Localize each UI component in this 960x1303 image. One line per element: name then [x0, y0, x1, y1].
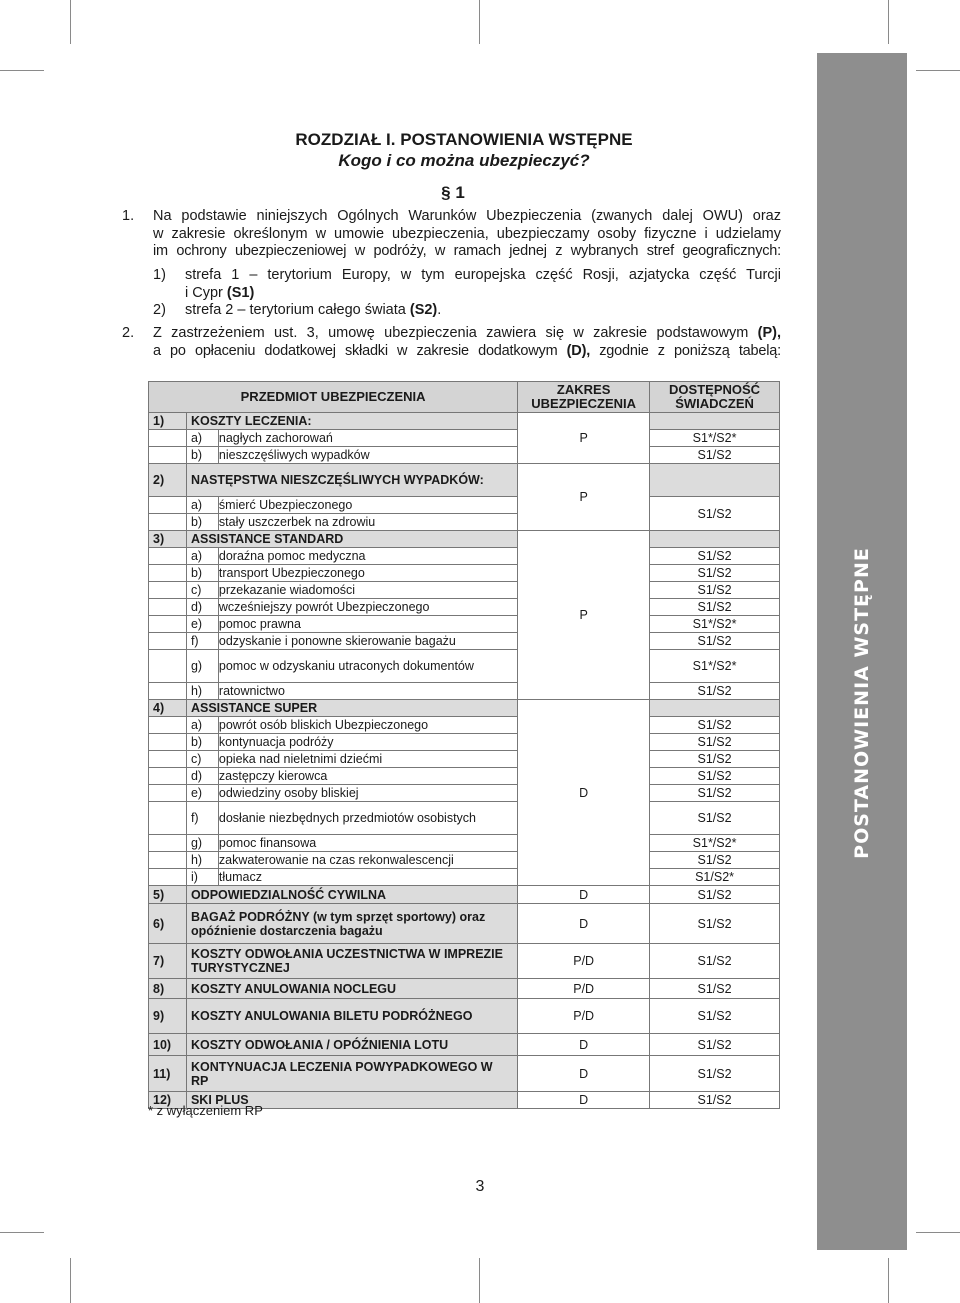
- table-row: [149, 785, 780, 802]
- row-scope: D: [518, 700, 650, 886]
- row-availability: S1/S2: [650, 683, 780, 700]
- indent: [149, 802, 187, 835]
- row-letter: a): [186, 717, 218, 734]
- row-scope: D: [518, 1092, 650, 1109]
- table-row: [149, 1034, 780, 1056]
- row-number: 9): [149, 999, 187, 1034]
- row-availability: S1/S2: [650, 599, 780, 616]
- row-text: powrót osób bliskich Ubezpieczonego: [218, 717, 517, 734]
- row-letter: e): [186, 785, 218, 802]
- paragraph-2-line: [153, 325, 781, 343]
- p2-code-p: (P),: [757, 325, 781, 341]
- table-row: [149, 904, 780, 944]
- table-row: [149, 768, 780, 785]
- row-number: 2): [149, 464, 187, 497]
- row-availability: S1*/S2*: [650, 430, 780, 447]
- row-text: transport Ubezpieczonego: [218, 565, 517, 582]
- zone-number: 2): [153, 302, 166, 318]
- table-row: [149, 979, 780, 999]
- row-letter: d): [186, 768, 218, 785]
- row-number: 12): [149, 1092, 187, 1109]
- table-row: [149, 548, 780, 565]
- row-title: KONTYNUACJA LECZENIA POWYPADKOWEGO W RP: [186, 1056, 517, 1092]
- paragraph-number: § 1: [441, 183, 465, 202]
- indent: [149, 852, 187, 869]
- crop-mark: [479, 0, 480, 44]
- indent: [149, 430, 187, 447]
- crop-mark: [916, 70, 960, 71]
- table-row: [149, 565, 780, 582]
- zone-2-line: strefa 2 – terytorium całego świata: [185, 302, 406, 318]
- zone-1-line2-text: i Cypr: [185, 284, 223, 301]
- zone-1-line: strefa 1 – terytorium Europy, w tym europejska część Rosji, azjatycka część Turcji: [185, 267, 781, 283]
- row-text: zastępczy kierowca: [218, 768, 517, 785]
- item-number: 1.: [122, 208, 135, 224]
- row-letter: i): [186, 869, 218, 886]
- row-availability: S1*/S2*: [650, 616, 780, 633]
- zone-1-code: (S1): [226, 284, 255, 301]
- row-number: 7): [149, 944, 187, 979]
- row-letter: h): [186, 852, 218, 869]
- row-text: przekazanie wiadomości: [218, 582, 517, 599]
- row-availability: S1/S2: [650, 944, 780, 979]
- p2-code-d: (D),: [566, 342, 591, 359]
- row-title: KOSZTY ODWOŁANIA / OPÓŹNIENIA LOTU: [186, 1034, 517, 1056]
- row-availability: S1/S2: [650, 768, 780, 785]
- row-availability: S1/S2: [650, 751, 780, 768]
- row-text: wcześniejszy powrót Ubezpieczonego: [218, 599, 517, 616]
- paragraph-text: [153, 208, 781, 261]
- indent: [149, 835, 187, 852]
- row-scope: P: [518, 413, 650, 464]
- row-letter: h): [186, 683, 218, 700]
- row-text: stały uszczerbek na zdrowiu: [218, 514, 517, 531]
- row-letter: f): [186, 802, 218, 835]
- row-text: nagłych zachorowań: [218, 430, 517, 447]
- zone-2-code: (S2): [409, 302, 438, 318]
- row-text: nieszczęśliwych wypadków: [218, 447, 517, 464]
- table-row: [149, 633, 780, 650]
- row-letter: c): [186, 751, 218, 768]
- zone-number: 1): [153, 267, 166, 283]
- table-row: [149, 616, 780, 633]
- row-text: dosłanie niezbędnych przedmiotów osobistych: [218, 802, 517, 835]
- row-availability: S1/S2: [650, 1056, 780, 1092]
- crop-mark: [0, 70, 44, 71]
- row-scope: P/D: [518, 979, 650, 999]
- row-availability: S1/S2: [650, 447, 780, 464]
- indent: [149, 734, 187, 751]
- crop-mark: [479, 1258, 480, 1303]
- row-availability: S1/S2: [650, 734, 780, 751]
- indent: [149, 683, 187, 700]
- table-row: [149, 717, 780, 734]
- row-letter: c): [186, 582, 218, 599]
- row-empty: [650, 531, 780, 548]
- row-scope: P/D: [518, 999, 650, 1034]
- row-scope: P: [518, 464, 650, 531]
- row-text: kontynuacja podróży: [218, 734, 517, 751]
- row-text: pomoc prawna: [218, 616, 517, 633]
- indent: [149, 768, 187, 785]
- row-letter: b): [186, 734, 218, 751]
- indent: [149, 497, 187, 514]
- table-row: [149, 751, 780, 768]
- coverage-table: [148, 381, 780, 1109]
- paragraph-line: Na podstawie niniejszych Ogólnych Warunków Ubezpieczenia (zwanych dalej OWU) oraz: [153, 208, 781, 224]
- row-text: pomoc w odzyskaniu utraconych dokumentów: [218, 650, 517, 683]
- row-text: ratownictwo: [218, 683, 517, 700]
- indent: [149, 616, 187, 633]
- table-row: [149, 835, 780, 852]
- row-letter: b): [186, 514, 218, 531]
- row-title: NASTĘPSTWA NIESZCZĘŚLIWYCH WYPADKÓW:: [186, 464, 517, 497]
- row-availability: S1/S2: [650, 717, 780, 734]
- row-empty: [650, 464, 780, 497]
- row-number: 11): [149, 1056, 187, 1092]
- table-row: [149, 700, 780, 717]
- crop-mark: [70, 0, 71, 44]
- crop-mark: [70, 1258, 71, 1303]
- row-empty: [650, 700, 780, 717]
- table-row: [149, 944, 780, 979]
- row-availability: S1/S2: [650, 785, 780, 802]
- row-availability: S1/S2: [650, 497, 780, 531]
- indent: [149, 785, 187, 802]
- row-scope: D: [518, 886, 650, 904]
- row-text: doraźna pomoc medyczna: [218, 548, 517, 565]
- row-availability: S1/S2: [650, 1092, 780, 1109]
- row-title: BAGAŻ PODRÓŻNY (w tym sprzęt sportowy) oraz opóźnienie dostarczenia bagażu: [186, 904, 517, 944]
- paragraph-2-text: [153, 325, 781, 360]
- indent: [149, 751, 187, 768]
- row-scope: P: [518, 531, 650, 700]
- indent: [149, 447, 187, 464]
- indent: [149, 599, 187, 616]
- table-row: [149, 413, 780, 430]
- crop-mark: [888, 0, 889, 44]
- row-text: śmierć Ubezpieczonego: [218, 497, 517, 514]
- indent: [149, 565, 187, 582]
- table-row: [149, 802, 780, 835]
- zone-2-text: strefa 2 – terytorium całego świata (S2).: [185, 302, 442, 318]
- table-row: [149, 734, 780, 751]
- row-availability: S1/S2: [650, 904, 780, 944]
- row-letter: b): [186, 447, 218, 464]
- row-number: 8): [149, 979, 187, 999]
- zone-1-text: [185, 267, 781, 302]
- row-title: KOSZTY LECZENIA:: [186, 413, 517, 430]
- row-text: odzyskanie i ponowne skierowanie bagażu: [218, 633, 517, 650]
- row-title: ASSISTANCE STANDARD: [186, 531, 517, 548]
- row-text: opieka nad nieletnimi dziećmi: [218, 751, 517, 768]
- table-row: [149, 1056, 780, 1092]
- table-row: [149, 869, 780, 886]
- section-tab-label-wrap: [817, 53, 907, 1250]
- row-number: 10): [149, 1034, 187, 1056]
- row-title: SKI PLUS: [186, 1092, 517, 1109]
- row-title: ODPOWIEDZIALNOŚĆ CYWILNA: [186, 886, 517, 904]
- header-subject: PRZEDMIOT UBEZPIECZENIA: [149, 382, 518, 413]
- footnote: * z wyłączeniem RP: [148, 1103, 263, 1118]
- table-row: [149, 886, 780, 904]
- table-row: [149, 447, 780, 464]
- paragraph-line: w zakresie określonym w umowie ubezpieczenia, ubezpieczamy osoby fizyczne i udzielamy: [153, 225, 781, 242]
- header-availability: DOSTĘPNOŚĆ ŚWIADCZEŃ: [650, 382, 780, 413]
- row-title: KOSZTY ANULOWANIA NOCLEGU: [186, 979, 517, 999]
- page-number: 3: [475, 1178, 485, 1195]
- row-empty: [650, 413, 780, 430]
- row-title: ASSISTANCE SUPER: [186, 700, 517, 717]
- table-row: [149, 852, 780, 869]
- table-header-row: [149, 382, 780, 413]
- row-availability: S1/S2: [650, 979, 780, 999]
- chapter-title: ROZDZIAŁ I. POSTANOWIENIA WSTĘPNE: [295, 130, 633, 149]
- row-availability: S1*/S2*: [650, 650, 780, 683]
- row-availability: S1*/S2*: [650, 835, 780, 852]
- indent: [149, 650, 187, 683]
- paragraph-line: im ochrony ubezpieczeniowej w podróży, w ramach jednej z wybranych stref geograficznych:: [153, 243, 781, 259]
- row-letter: f): [186, 633, 218, 650]
- row-text: zakwaterowanie na czas rekonwalescencji: [218, 852, 517, 869]
- row-letter: a): [186, 497, 218, 514]
- row-text: odwiedziny osoby bliskiej: [218, 785, 517, 802]
- row-letter: g): [186, 650, 218, 683]
- zone-1-line2: [185, 285, 781, 303]
- indent: [149, 514, 187, 531]
- row-title: KOSZTY ODWOŁANIA UCZESTNICTWA W IMPREZIE TURYSTYCZNEJ: [186, 944, 517, 979]
- chapter-subtitle: Kogo i co można ubezpieczyć?: [338, 151, 590, 170]
- row-availability: S1/S2: [650, 999, 780, 1034]
- row-availability: S1/S2: [650, 633, 780, 650]
- table-row: [149, 464, 780, 497]
- row-letter: d): [186, 599, 218, 616]
- item-number: 2.: [122, 325, 135, 341]
- indent: [149, 548, 187, 565]
- p2-line2-end: zgodnie z poniższą tabelą:: [599, 342, 781, 359]
- crop-mark: [0, 1232, 44, 1233]
- row-availability: S1/S2: [650, 886, 780, 904]
- row-text: pomoc finansowa: [218, 835, 517, 852]
- p2-line1: Z zastrzeżeniem ust. 3, umowę ubezpieczenia zawiera się w zakresie podstawowym: [153, 325, 749, 341]
- indent: [149, 633, 187, 650]
- p2-line2: a po opłaceniu dodatkowej składki w zakresie dodatkowym: [153, 342, 558, 359]
- header-scope: ZAKRES UBEZPIECZENIA: [518, 382, 650, 413]
- row-number: 4): [149, 700, 187, 717]
- section-tab-label: POSTANOWIENIA WSTĘPNE: [851, 547, 873, 859]
- table-row: [149, 650, 780, 683]
- indent: [149, 717, 187, 734]
- paragraph-2-line: [153, 343, 781, 361]
- row-availability: S1/S2: [650, 802, 780, 835]
- table-row: [149, 430, 780, 447]
- row-availability: S1/S2*: [650, 869, 780, 886]
- row-letter: a): [186, 430, 218, 447]
- row-text: tłumacz: [218, 869, 517, 886]
- row-availability: S1/S2: [650, 582, 780, 599]
- table-row: [149, 683, 780, 700]
- crop-mark: [916, 1232, 960, 1233]
- table-row: [149, 582, 780, 599]
- row-availability: S1/S2: [650, 852, 780, 869]
- table-row: [149, 497, 780, 514]
- row-scope: P/D: [518, 944, 650, 979]
- row-availability: S1/S2: [650, 565, 780, 582]
- row-title: KOSZTY ANULOWANIA BILETU PODRÓŻNEGO: [186, 999, 517, 1034]
- table-row: [149, 599, 780, 616]
- row-letter: g): [186, 835, 218, 852]
- row-number: 3): [149, 531, 187, 548]
- row-letter: b): [186, 565, 218, 582]
- row-availability: S1/S2: [650, 1034, 780, 1056]
- indent: [149, 582, 187, 599]
- row-number: 5): [149, 886, 187, 904]
- indent: [149, 869, 187, 886]
- row-number: 1): [149, 413, 187, 430]
- table-row: [149, 531, 780, 548]
- row-number: 6): [149, 904, 187, 944]
- row-letter: e): [186, 616, 218, 633]
- row-letter: a): [186, 548, 218, 565]
- crop-mark: [888, 1258, 889, 1303]
- table-row: [149, 999, 780, 1034]
- row-scope: D: [518, 1034, 650, 1056]
- row-scope: D: [518, 904, 650, 944]
- row-availability: S1/S2: [650, 548, 780, 565]
- row-scope: D: [518, 1056, 650, 1092]
